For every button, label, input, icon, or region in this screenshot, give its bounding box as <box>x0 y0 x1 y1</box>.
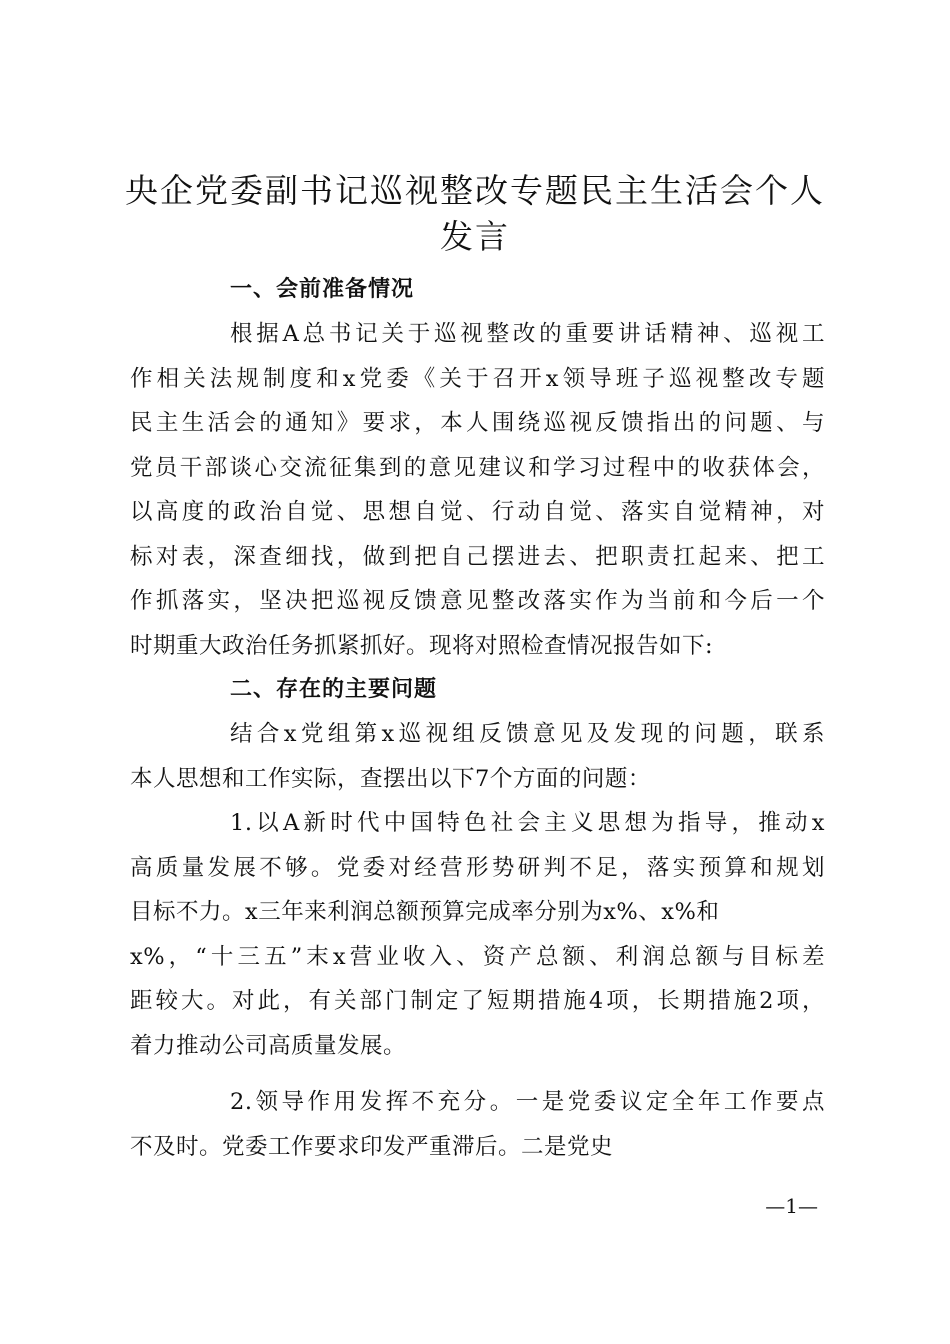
problem-item-2 <box>130 1080 825 1169</box>
paragraph-line: x%，“十三五”末x营业收入、资产总额、利润总额与目标差 <box>130 943 825 970</box>
document-title <box>110 168 840 260</box>
paragraph-line: 1.以A新时代中国特色社会主义思想为指导，推动x <box>230 810 825 836</box>
paragraph-line: 标对表，深查细找，做到把自己摆进去、把职责扛起来、把工 <box>130 543 825 570</box>
paragraph-line: 不及时。党委工作要求印发严重滞后。二是党史 <box>130 1133 614 1160</box>
paragraph-line: 党员干部谈心交流征集到的意见建议和学习过程中的收获体会， <box>130 454 825 481</box>
document-body <box>130 268 825 1169</box>
section-2-intro-paragraph <box>130 712 825 801</box>
paragraph-line: 着力推动公司高质量发展。 <box>130 1032 407 1059</box>
paragraph-gap <box>130 1068 825 1080</box>
problem-item-1 <box>130 801 825 1068</box>
paragraph-line: 民主生活会的通知》要求，本人围绕巡视反馈指出的问题、与 <box>130 410 825 436</box>
paragraph-line: 2.领导作用发挥不充分。一是党委议定全年工作要点 <box>230 1089 825 1115</box>
title-line-2: 发言 <box>440 217 510 256</box>
paragraph-line: 以高度的政治自觉、思想自觉、行动自觉、落实自觉精神，对 <box>130 499 825 525</box>
page-number: —1— <box>765 1194 818 1218</box>
paragraph-line: 时期重大政治任务抓紧抓好。现将对照检查情况报告如下: <box>130 632 714 659</box>
section-2-heading: 二、存在的主要问题 <box>230 677 438 702</box>
paragraph-line: 距较大。对此，有关部门制定了短期措施4项，长期措施2项， <box>130 988 825 1014</box>
section-1-heading: 一、会前准备情况 <box>230 277 415 302</box>
paragraph-line: 结合x党组第x巡视组反馈意见及发现的问题，联系 <box>230 721 825 747</box>
paragraph-line: 高质量发展不够。党委对经营形势研判不足，落实预算和规划 <box>130 854 825 881</box>
paragraph-line: 根据A总书记关于巡视整改的重要讲话精神、巡视工 <box>230 321 825 347</box>
paragraph-line: 目标不力。x三年来利润总额预算完成率分别为x%、x%和 <box>130 899 720 925</box>
paragraph-line: 本人思想和工作实际，查摆出以下7个方面的问题： <box>130 765 651 792</box>
paragraph-line: 作抓落实，坚决把巡视反馈意见整改落实作为当前和今后一个 <box>130 588 825 614</box>
paragraph-line: 作相关法规制度和x党委《关于召开x领导班子巡视整改专题 <box>130 365 825 392</box>
section-1-paragraph <box>130 312 825 668</box>
title-line-1: 央企党委副书记巡视整改专题民主生活会个人 <box>125 171 825 210</box>
